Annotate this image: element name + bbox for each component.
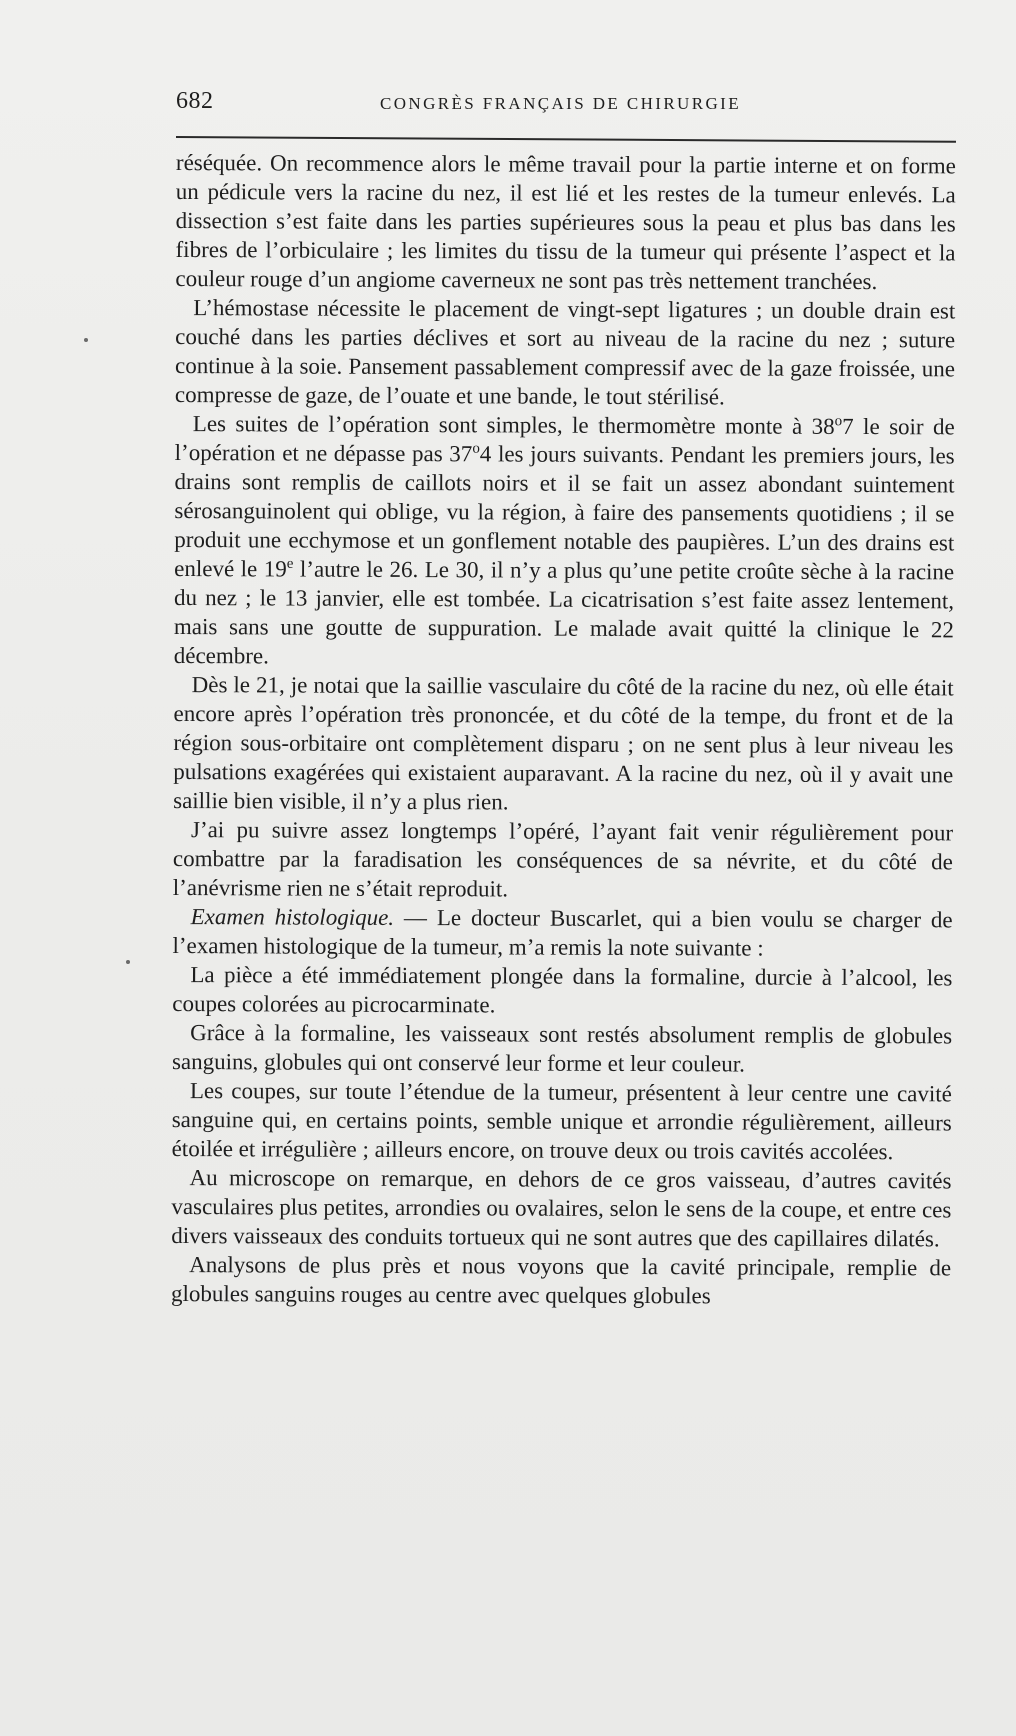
running-title: CONGRÈS FRANÇAIS DE CHIRURGIE [380, 94, 741, 113]
paragraph-2: L’hémostase nécessite le placement de vingt-sept ligatures ; un double drain est couché dans les parties déclives et sort au niveau de la racine du nez ; suture continue à la soie. Pansement passablement compressif avec de la gaze froissée, une compresse de gaze, de l’ouate et une bande, le tout stérilisé. [174, 295, 956, 410]
header-rule [176, 136, 956, 143]
scan-speck-2 [126, 960, 130, 964]
paragraph-6 [172, 902, 952, 963]
p3-text-3: 4 les jours suivants. Pendant les premiers jours, les drains sont remplis de caillots noirs et il se fait un assez abondant suintement sérosanguinolent qui oblige, vu la région, à faire des pansements quotidiens ; il se produit une ecchymose et un gonflement notable des paupières. L’un des drains est enlevé le 19 [174, 441, 955, 582]
scan-speck-1 [84, 338, 88, 342]
p3-degree-1: o [834, 413, 843, 430]
paragraph-11: Analysons de plus près et nous voyons que la cavité principale, remplie de globules sanguins rouges au centre avec quelques globules [170, 1252, 952, 1309]
paragraph-5: J’ai pu suivre assez longtemps l’opéré, l’ayant fait venir régulièrement pour combattre par la faradisation les conséquences de sa névrite, et du côté de l’anévrisme rien ne s’était reproduit. [172, 817, 954, 902]
paragraph-10: Au microscope on remarque, en dehors de ce gros vaisseau, d’autres cavités vasculaires plus petites, arrondies ou ovalaires, selon le sens de la coupe, et entre ces divers vaisseaux des conduits tortueux qui ne sont autres que des capillaires dilatés. [171, 1165, 952, 1252]
page-number: 682 [176, 88, 214, 114]
section-heading-italic: Examen histologique. [190, 904, 395, 930]
p3-degree-2: o [472, 440, 480, 457]
page-header [176, 84, 956, 124]
p3-text-4: l’autre le 26. Le 30, il n’y a plus qu’une petite croûte sèche à la racine du nez ; le 13 janvier, elle est tombée. La cicatrisation s’est faite assez lentement, mais sans une goutte de suppuration. Le malade avait quitté la clinique le 22 décembre. [173, 556, 955, 669]
paragraph-1: réséquée. On recommence alors le même travail pour la partie interne et on forme un pédicule vers la racine du nez, il est lié et les restes de la tumeur enlevés. La dissection s’est faite dans les parties supérieures sous la peau et plus bas dans les fibres de l’orbiculaire ; les limites du tissu de la tumeur qui présente l’aspect et la couleur rouge d’un angiome caverneux ne sont pas très nettement tranchées. [175, 149, 956, 295]
paragraph-3 [174, 409, 955, 673]
paragraph-8: Grâce à la formaline, les vaisseaux sont restés absolument remplis de globules sanguins, globules qui ont conservé leur forme et leur couleur. [171, 1020, 953, 1077]
paragraph-9: Les coupes, sur toute l’étendue de la tumeur, présentent à leur centre une cavité sanguine qui, en certains points, semble unique et arrondie régulièrement, ailleurs étoilée et irrégulière ; ailleurs encore, on trouve deux ou trois cavités accolées. [171, 1078, 952, 1165]
p3-ordinal: e [286, 555, 294, 572]
paragraph-7: La pièce a été immédiatement plongée dans la formaline, durcie à l’alcool, les coupes colorées au picrocarminate. [172, 962, 953, 1018]
paragraph-4: Dès le 21, je notai que la saillie vasculaire du côté de la racine du nez, où elle était encore après l’opération très prononcée, et du côté de la tempe, du front et de la région sous-orbitaire ont complètement disparu ; on ne sent plus à leur niveau les pulsations exagérées qui existaient auparavant. A la racine du nez, où il y avait une saillie bien visible, il n’y a plus rien. [173, 672, 954, 815]
p3-text-2: 7 le soir de l’opération et ne dépasse pas 37 [174, 413, 955, 467]
p6-text: — Le docteur Buscarlet, qui a bien voulu se charger de l’examen histologique de la tumeur, m’a remis la note suivante : [172, 904, 953, 961]
p3-text-1: Les suites de l’opération sont simples, le thermomètre monte à 38 [192, 411, 835, 439]
body-text [171, 148, 956, 1311]
